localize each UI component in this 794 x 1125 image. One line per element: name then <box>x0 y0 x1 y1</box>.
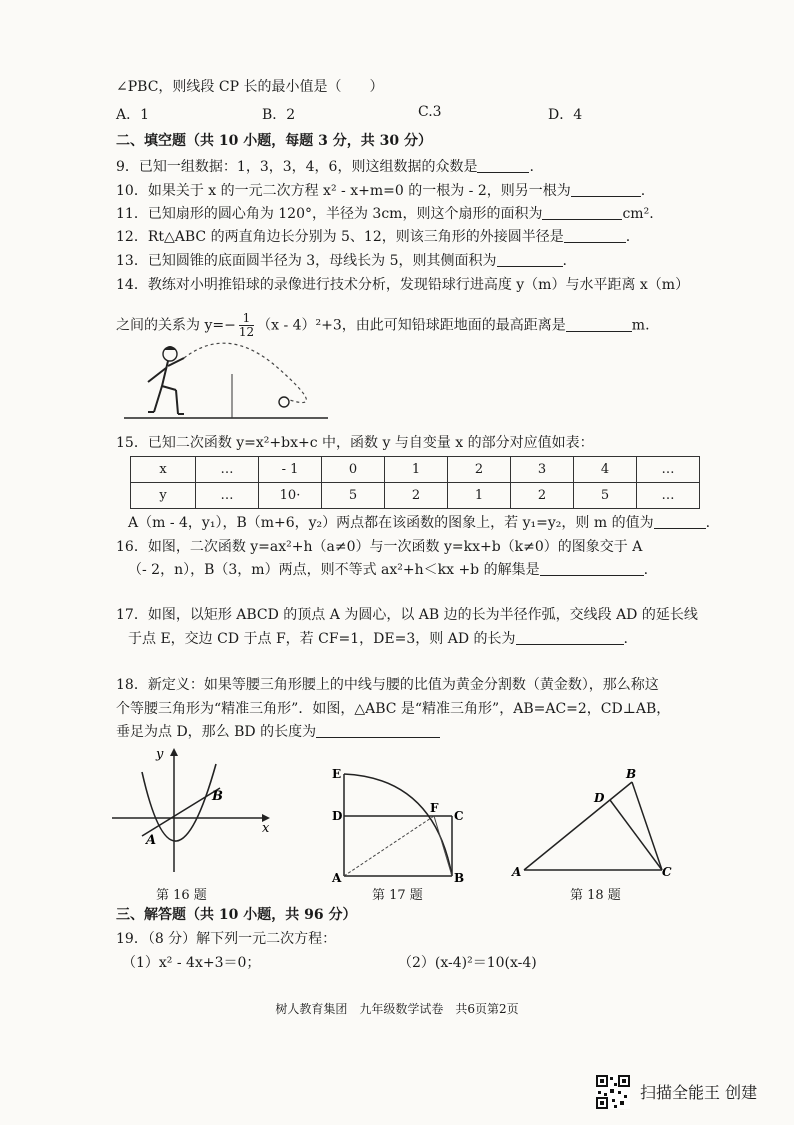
label-a: A <box>512 865 522 878</box>
table-cell: … <box>637 457 700 483</box>
answer-blank[interactable] <box>542 205 622 220</box>
answer-blank[interactable] <box>516 630 624 645</box>
table-cell: x <box>131 457 196 483</box>
answer-blank[interactable] <box>316 723 440 738</box>
label-y: y <box>156 747 164 762</box>
table-cell: … <box>637 483 700 509</box>
table-cell: 5 <box>322 483 385 509</box>
question-15-line2: A（m - 4，y₁），B（m+6，y₂）两点都在该函数的图象上，若 y₁=y₂，则 m 的值为 . <box>128 515 711 531</box>
label-d: D <box>332 809 343 823</box>
question-9-text: 9．已知一组数据：1，3，3，4，6，则这组数据的众数是 <box>116 159 478 175</box>
q8-option-b: B．2 <box>262 107 296 123</box>
question-9: 9．已知一组数据：1，3，3，4，6，则这组数据的众数是 . <box>116 159 534 175</box>
question-17-line2: 于点 E，交边 CD 于点 F，若 CF=1，DE=3，则 AD 的长为 . <box>128 631 628 647</box>
answer-blank[interactable] <box>497 252 563 267</box>
table-cell: - 1 <box>259 457 322 483</box>
question-16-line1: 16．如图，二次函数 y=ax²+h（a≠0）与一次函数 y=kx+b（k≠0）的图象交于 A <box>116 539 643 555</box>
table-cell: … <box>196 483 259 509</box>
page-footer: 树人教育集团 九年级数学试卷 共6页第2页 <box>275 1002 519 1016</box>
table-cell: 2 <box>511 483 574 509</box>
table-cell: y <box>131 483 196 509</box>
label-a: A <box>146 833 157 848</box>
table-row <box>131 457 700 483</box>
question-18-line2: 个等腰三角形为“精准三角形”．如图，△ABC 是“精准三角形”，AB=AC=2，CD⊥AB， <box>116 701 671 717</box>
q8-option-a: A．1 <box>116 107 150 123</box>
section2-title: 二、填空题（共 10 小题，每题 3 分，共 30 分） <box>116 133 432 149</box>
label-a: A <box>332 871 342 884</box>
question-13-text: 13．已知圆锥的底面圆半径为 3，母线长为 5，则其侧面积为 <box>116 253 497 269</box>
label-x: x <box>262 821 270 836</box>
table-cell: … <box>196 457 259 483</box>
figure-16-caption: 第 16 题 <box>156 888 207 903</box>
question-10-text: 10．如果关于 x 的一元二次方程 x² - x+m=0 的一根为 - 2，则另一根为 <box>116 183 571 199</box>
figure-18 <box>508 764 678 878</box>
question-14-line2 <box>116 312 650 339</box>
answer-blank[interactable] <box>654 514 706 529</box>
answer-blank[interactable] <box>477 158 529 173</box>
fraction-denominator: 12 <box>238 325 255 339</box>
question-19-part1: （1）x² - 4x+3＝0； <box>122 955 261 971</box>
question-11 <box>116 205 654 223</box>
question-13: 13．已知圆锥的底面圆半径为 3，母线长为 5，则其侧面积为 . <box>116 253 567 269</box>
answer-blank[interactable] <box>566 317 632 332</box>
q8-option-d: D．4 <box>548 107 583 123</box>
question-14-expr-end: （x - 4）²+3，由此可知铅球距地面的最高距离是 <box>257 317 566 334</box>
question-18-text: 垂足为点 D，那么 BD 的长度为 <box>116 724 317 740</box>
q8-option-c: C.3 <box>418 104 442 120</box>
question-14-expr-start: 之间的关系为 y=− <box>116 317 236 334</box>
question-17-text: 于点 E，交边 CD 于点 F，若 CF=1，DE=3，则 AD 的长为 <box>128 631 516 647</box>
label-b: B <box>454 871 465 884</box>
label-c: C <box>662 865 672 878</box>
question-15-line1: 15．已知二次函数 y=x²+bx+c 中，函数 y 与自变量 x 的部分对应值如表： <box>116 435 594 451</box>
question-12-text: 12．Rt△ABC 的两直角边长分别为 5、12，则该三角形的外接圆半径是 <box>116 229 564 245</box>
question-10: 10．如果关于 x 的一元二次方程 x² - x+m=0 的一根为 - 2，则另一根为 . <box>116 183 646 199</box>
table-cell: 1 <box>448 483 511 509</box>
answer-blank[interactable] <box>540 561 644 576</box>
table-cell: 10· <box>259 483 322 509</box>
label-f: F <box>430 801 439 815</box>
question-15-text: A（m - 4，y₁），B（m+6，y₂）两点都在该函数的图象上，若 y₁=y₂，则 m 的值为 <box>128 515 654 531</box>
question-14-line1: 14．教练对小明推铅球的录像进行技术分析，发现铅球行进高度 y（m）与水平距离 x（m） <box>116 277 690 293</box>
q15-table <box>130 456 700 509</box>
table-row <box>131 483 700 509</box>
table-cell: 5 <box>574 483 637 509</box>
question-16-text: （- 2，n），B（3，m）两点，则不等式 ax²+h＜kx +b 的解集是 <box>128 562 540 578</box>
fraction-numerator: 1 <box>239 312 254 326</box>
figure-16 <box>108 744 278 876</box>
label-d: D <box>594 791 605 805</box>
table-cell: 2 <box>448 457 511 483</box>
question-12: 12．Rt△ABC 的两直角边长分别为 5、12，则该三角形的外接圆半径是 . <box>116 229 631 245</box>
label-c: C <box>454 809 464 823</box>
qr-code-icon <box>596 1075 630 1109</box>
question-17-line1: 17．如图，以矩形 ABCD 的顶点 A 为圆心，以 AB 边的长为半径作弧，交线段 AD 的延长线 <box>116 607 698 623</box>
figure-18-caption: 第 18 题 <box>570 888 621 903</box>
table-cell: 4 <box>574 457 637 483</box>
shot-put-illustration <box>118 338 340 428</box>
table-cell: 1 <box>385 457 448 483</box>
question-19: 19．（8 分）解下列一元二次方程： <box>116 931 337 947</box>
brand-text: 扫描全能王 创建 <box>640 1083 758 1102</box>
fraction <box>239 312 254 339</box>
question-16-line2: （- 2，n），B（3，m）两点，则不等式 ax²+h＜kx +b 的解集是 . <box>128 562 649 578</box>
table-cell: 2 <box>385 483 448 509</box>
q8-tail: ∠PBC，则线段 CP 长的最小值是（ ） <box>116 79 384 95</box>
question-11-unit: cm². <box>622 206 654 222</box>
question-11-text: 11．已知扇形的圆心角为 120°，半径为 3cm，则这个扇形的面积为 <box>116 206 543 222</box>
figure-17 <box>330 764 470 884</box>
answer-blank[interactable] <box>571 182 641 197</box>
table-cell: 0 <box>322 457 385 483</box>
question-19-part2: （2）(x-4)²＝10(x-4) <box>398 955 537 971</box>
table-cell: 3 <box>511 457 574 483</box>
question-18-line1: 18．新定义：如果等腰三角形腰上的中线与腰的比值为黄金分割数（黄金数），那么称这 <box>116 677 659 693</box>
question-14-unit: m. <box>631 317 650 334</box>
label-e: E <box>332 767 342 781</box>
figure-17-caption: 第 17 题 <box>372 888 423 903</box>
question-18-line3 <box>116 723 440 741</box>
label-b: B <box>212 789 223 804</box>
answer-blank[interactable] <box>564 228 626 243</box>
section3-title: 三、解答题（共 10 小题，共 96 分） <box>116 907 357 923</box>
label-b: B <box>626 767 637 781</box>
